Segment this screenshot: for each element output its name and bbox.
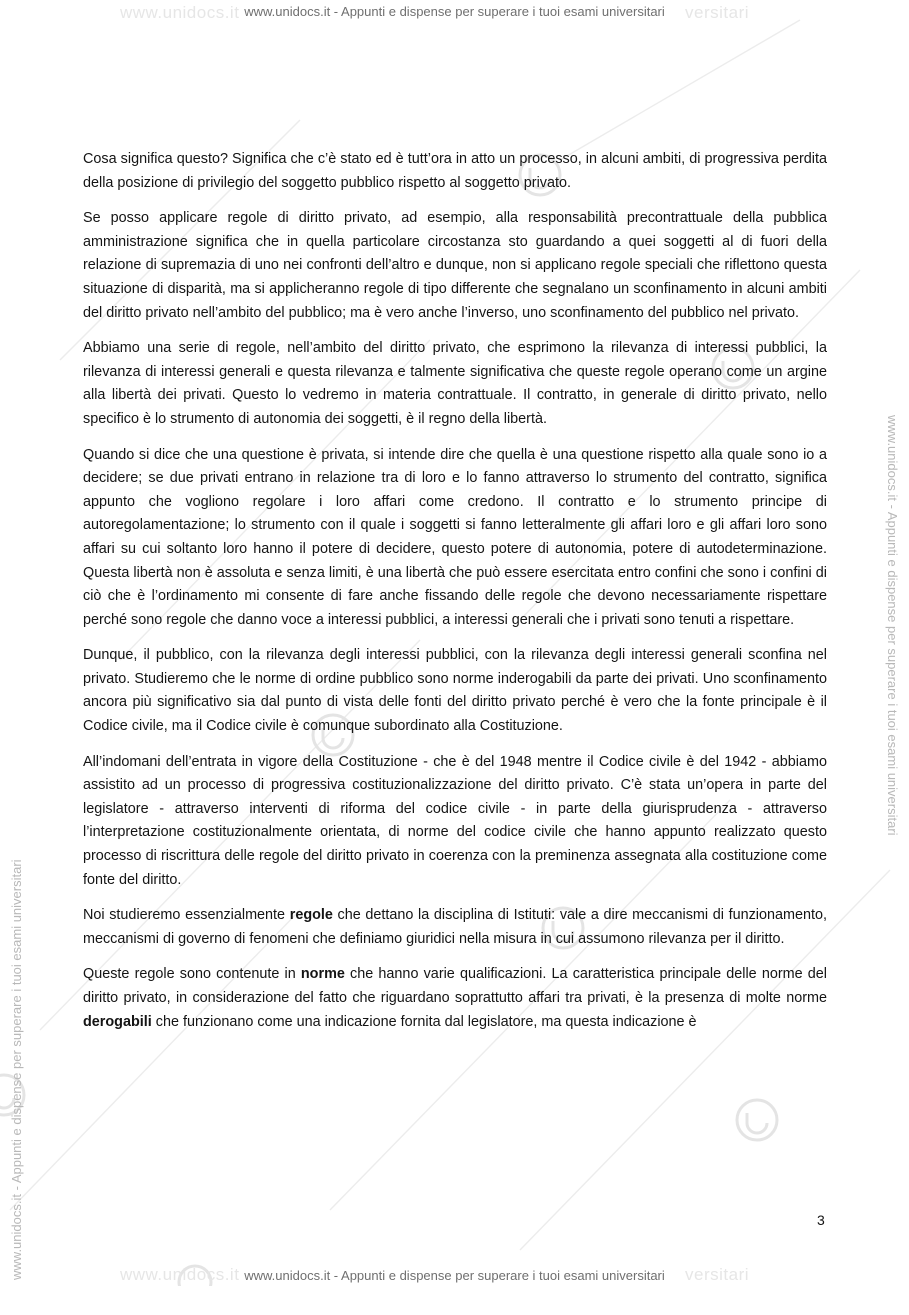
- paragraph-7-text-c: che dettano la disciplina di Istituti: vale a dire meccanismi di funzionamento, meccanismi di governo di fenomeni che definiamo giuridici nella misura in cui assumono rilevanza per il diritto.: [83, 907, 828, 947]
- header-ghost-watermark: www.unidocs.it: [120, 3, 240, 22]
- paragraph-5: Dunque, il pubblico, con la rilevanza degli interessi pubblici, con la rilevanza degli interessi generali sconfina nel privato. Studieremo che le norme di ordine pubblico sono norme inderogabili da parte dei privati. Uno sconfinamento ancora più significativo sia dal punto di vista delle fonti del diritto privato perché è vero che la fonte principale è il Codice civile, ma il Codice civile è comunque subordinato alla Costituzione.: [83, 647, 827, 735]
- footer-ghost-watermark: www.unidocs.it: [120, 1265, 240, 1284]
- footer-ghost-watermark-right: versitari: [685, 1265, 750, 1284]
- paragraph-8-text-e: che funzionano come una indicazione fornita dal legislatore, ma questa indicazione è: [151, 1013, 697, 1030]
- bold-term-norme: norme: [300, 966, 345, 983]
- footer-watermark: www.unidocs.it - Appunti e dispense per superare i tuoi esami universitari: [244, 1268, 665, 1283]
- paragraph-1: Cosa significa questo? Significa che c’è stato ed è tutt’ora in atto un processo, in alcuni ambiti, di progressiva perdita della posizione di privilegio del soggetto pubblico rispetto al soggetto privato.: [83, 151, 827, 191]
- paragraph-7: [83, 904, 827, 951]
- header-ghost-watermark-right: versitari: [685, 3, 750, 22]
- header-watermark: www.unidocs.it - Appunti e dispense per superare i tuoi esami universitari: [244, 4, 665, 19]
- paragraph-4: Quando si dice che una questione è privata, si intende dire che quella è una questione rispetto alla quale sono io a decidere; se due privati entrano in relazione tra di loro e lo fanno attraverso lo strumento del contratto, significa appunto che vogliono regolare i loro affari come credono. Il contratto e lo strumento principe di autoregolamentazione; lo strumento con il quale i soggetti si fanno letteralmente gli affari loro e gli affari loro sono affari su cui soltanto loro hanno il potere di decidere, questo potere di autonomia, potere di autodeterminazione. Questa libertà non è assoluta e senza limiti, è una libertà che può essere esercitata entro confini che sono i confini di ciò che è l’ordinamento mi consente di fare anche fissando delle regole che devono necessariamente rispettare perché sono regole che danno voce a interessi pubblici, a interessi generali che i privati sono tenuti a rispettare.: [83, 446, 827, 628]
- paragraph-3: Abbiamo una serie di regole, nell’ambito del diritto privato, che esprimono la rilevanza di interessi pubblici, la rilevanza di interessi generali e questa rilevanza e talmente significativa che queste regole operano come un argine alla libertà dei privati. Questo lo vedremo in materia contrattuale. Il contratto, in generale di diritto privato, nello specifico è lo strumento di autonomia dei soggetti, è il regno della libertà.: [83, 340, 827, 427]
- bold-term-derogabili: derogabili: [83, 1013, 152, 1030]
- left-side-watermark: www.unidocs.it - Appunti e dispense per superare i tuoi esami universitari: [9, 859, 24, 1280]
- paragraph-8: [83, 963, 827, 1034]
- right-side-watermark: www.unidocs.it - Appunti e dispense per superare i tuoi esami universitari: [885, 415, 900, 836]
- page-number: 3: [817, 1212, 825, 1228]
- paragraph-8-text-a: Queste regole sono contenute in: [83, 966, 301, 983]
- paragraph-8-text-c: che hanno varie qualificazioni. La caratteristica principale delle norme del diritto privato, in considerazione del fatto che riguardano soprattutto affari tra privati, è la presenza di molte norme: [83, 966, 827, 1006]
- bold-term-regole: regole: [289, 907, 333, 924]
- paragraph-7-text-a: Noi studieremo essenzialmente: [83, 907, 290, 924]
- document-body: [83, 148, 827, 1046]
- paragraph-2: Se posso applicare regole di diritto privato, ad esempio, alla responsabilità precontrattuale della pubblica amministrazione significa che in quella particolare circostanza sto guardando a quei soggetti al di fuori della relazione di supremazia di uno nei confronti dell’altro e dunque, non si applicano regole speciali che riflettono questa situazione di disparità, ma si applicheranno regole di tipo differente che segnalano un sconfinamento in alcuni ambiti del diritto privato nell’ambito del pubblico; ma è vero anche l’inverso, uno sconfinamento del pubblico nel privato.: [83, 210, 827, 321]
- paragraph-6: All’indomani dell’entrata in vigore della Costituzione - che è del 1948 mentre il Codice civile è del 1942 - abbiamo assistito ad un processo di progressiva costituzionalizzazione del diritto privato. C’è stata un’opera in parte del legislatore - attraverso interventi di riforma del codice civile - in parte della giurisprudenza - attraverso l’interpretazione costituzionalmente orientata, di norme del codice civile che hanno appunto realizzato questo processo di riscrittura delle regole del diritto privato in coerenza con la preminenza assegnata alla costituzione come fonte del diritto.: [83, 753, 827, 888]
